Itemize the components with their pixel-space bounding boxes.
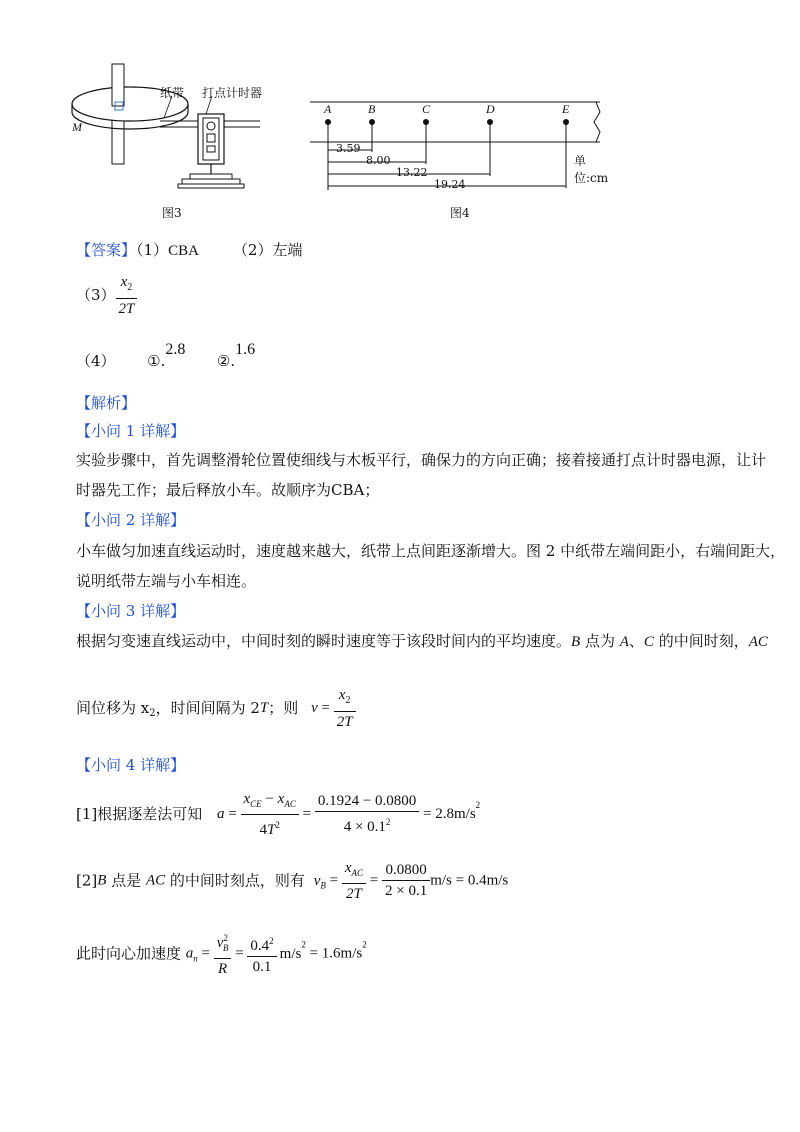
velocity-fraction: $\frac{x_2}{2T}$ xyxy=(334,684,356,732)
distance-ac: 8.00 xyxy=(366,154,391,167)
section-2-para-2: 说明纸带左端与小车相连。 xyxy=(76,572,257,590)
section-4-line-2: [2]B 点是 AC 的中间时刻点，则有 $v_B$ = $\frac{x_{AC}}{2T}$ = $\frac{0.0800}{2 \times 0.1}$ m/s = 0.4m/s xyxy=(76,857,508,904)
label-m: M xyxy=(72,120,82,134)
section-1-para-2: 时器先工作；最后释放小车。故顺序为CBA； xyxy=(76,481,380,499)
an-fraction-symbolic: $\frac{v^2_B}{R}$ xyxy=(214,928,232,979)
answer-q4-value-2: 1.6 xyxy=(235,341,256,358)
answer-q1-value: CBA xyxy=(168,243,199,259)
figure-4-caption: 图4 xyxy=(450,206,470,220)
answer-q4-circle-1: ①. xyxy=(147,352,166,370)
acceleration-fraction-symbolic: $\frac{x_{CE} - x_{AC}}{4T^2}$ xyxy=(241,788,299,840)
distance-ad: 13.22 xyxy=(396,166,428,179)
distance-ae: 19.24 xyxy=(434,178,466,191)
acceleration-fraction-numeric: $\frac{0.1924 - 0.0800}{4 \times 0.1^2}$ xyxy=(315,791,419,837)
section-1-para-1: 实验步骤中，首先调整滑轮位置使细线与木板平行，确保力的方向正确；接着接通打点计时器电源，让计 xyxy=(76,451,767,469)
label-paper-tape: 纸带 xyxy=(160,86,185,100)
label-timer: 打点计时器 xyxy=(202,86,263,100)
point-e: E xyxy=(562,102,570,116)
vb-fraction-symbolic: $\frac{x_{AC}}{2T}$ xyxy=(342,857,366,904)
answer-q2-value: 左端 xyxy=(272,241,303,259)
answer-q4-num: （4） xyxy=(76,352,116,370)
point-b: B xyxy=(368,102,376,116)
section-1-title: 【小问 1 详解】 xyxy=(76,422,186,440)
section-4-line-3: 此时向心加速度 $a_n$ = $\frac{v^2_B}{R}$ = $\frac{0.4^2}{0.1}$ $m/s^2 = 1.6m/s^2$ xyxy=(76,928,367,979)
vb-fraction-numeric: $\frac{0.0800}{2 \times 0.1}$ xyxy=(382,860,430,901)
an-fraction-numeric: $\frac{0.4^2}{0.1}$ xyxy=(247,931,276,977)
answer-q4-value-1: 2.8 xyxy=(165,341,186,358)
figure-4 xyxy=(310,96,620,226)
unit-label: 单位:cm xyxy=(574,154,609,185)
answer-q4-circle-2: ②. xyxy=(216,352,236,370)
answer-q2-num: （2） xyxy=(232,241,273,259)
analysis-tag: 【解析】 xyxy=(76,394,137,412)
answer-line-3 xyxy=(76,271,137,319)
answer-q3-num: （3） xyxy=(76,286,116,304)
point-d: D xyxy=(486,102,495,116)
section-4-title: 【小问 4 详解】 xyxy=(76,756,186,774)
point-c: C xyxy=(422,102,431,116)
section-3-title: 【小问 3 详解】 xyxy=(76,602,186,620)
section-4-line-1: [1]根据逐差法可知 a = $\frac{x_{CE} - x_{AC}}{4T^2}$ = $\frac{0.1924 - 0.0800}{4 \times 0.1^2}$ = $2.8m/s^2$ xyxy=(76,788,480,840)
section-2-para-1: 小车做匀加速直线运动时，速度越来越大，纸带上点间距逐渐增大。图 2 中纸带左端间距小，右端间距大， xyxy=(76,542,786,560)
figure-3-caption: 图3 xyxy=(162,206,182,220)
answer-q3-fraction: $\frac{x_2}{2T}$ xyxy=(116,271,138,319)
section-3-para-1: 根据匀变速直线运动中，中间时刻的瞬时速度等于该段时间内的平均速度。B 点为 A、C 的中间时刻，AC xyxy=(76,632,768,650)
answer-q1-num: （1） xyxy=(136,241,169,259)
section-2-title: 【小问 2 详解】 xyxy=(76,511,186,529)
figure-3 xyxy=(60,60,280,220)
answer-tag: 【答案】 xyxy=(76,241,137,259)
section-3-para-2: 间位移为 $x_2$，时间间隔为 2T；则 v = $\frac{x_2}{2T}$ xyxy=(76,684,356,732)
point-a: A xyxy=(324,102,332,116)
answer-line-4 xyxy=(76,338,256,370)
answer-line-1 xyxy=(76,239,302,262)
distance-ab: 3.59 xyxy=(336,142,361,155)
